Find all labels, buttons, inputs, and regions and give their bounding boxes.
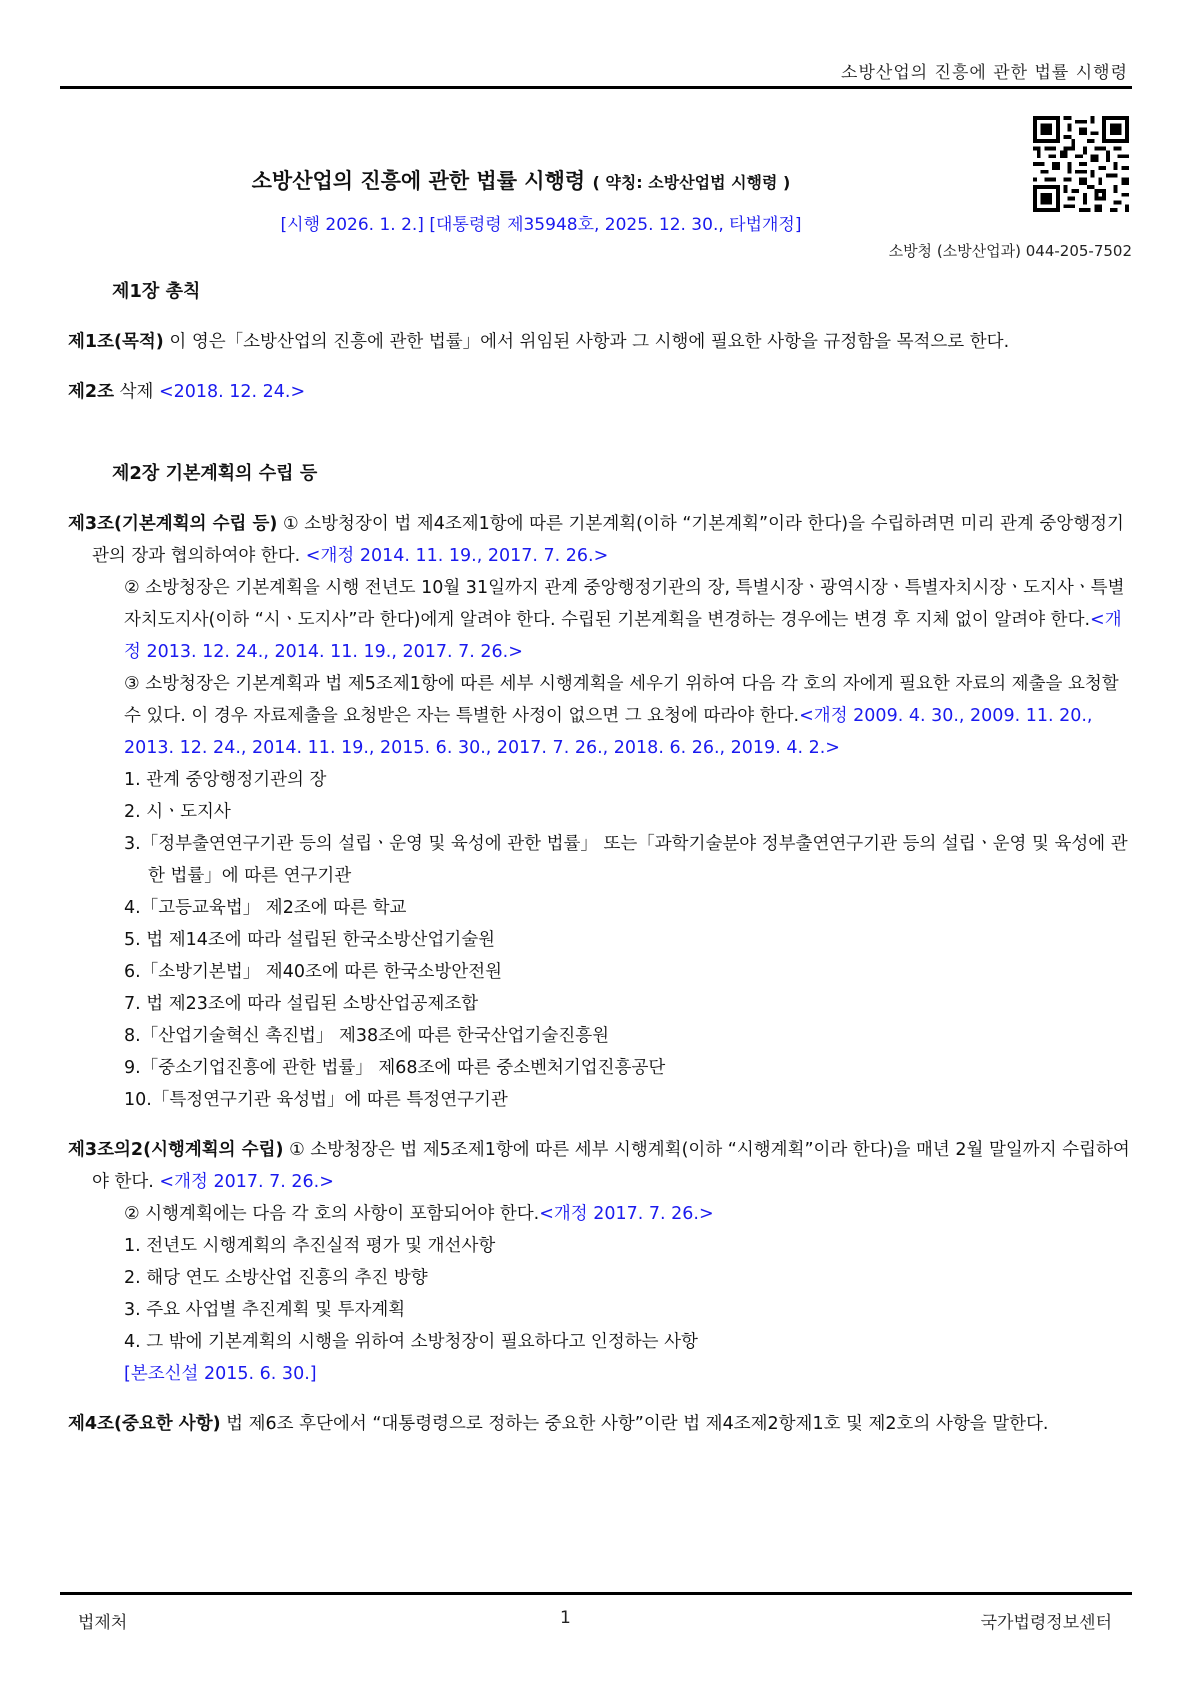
paragraph-2: ② 시행계획에는 다음 각 호의 사항이 포함되어야 한다. xyxy=(124,1204,540,1224)
article-3-2 xyxy=(68,1134,1138,1390)
amendment-note-link[interactable]: <개정 2013. 12. 24., 2014. 11. 19., 2017. 7. 26.> xyxy=(124,610,1122,662)
list-item: 1. 전년도 시행계획의 추진실적 평가 및 개선사항 xyxy=(124,1236,496,1256)
document-body xyxy=(68,276,1138,1458)
amendment-note-link[interactable]: <개정 2009. 4. 30., 2009. 11. 20., 2013. 12. 24., 2014. 11. 19., 2015. 6. 30., 2017. 7. 26., 2018. 6. 26., 2019. 4. 2.> xyxy=(124,706,1093,758)
paragraph-1: ① 소방청장이 법 제4조제1항에 따른 기본계획(이하 “기본계획”이라 한다)을 수립하려면 미리 관계 중앙행정기관의 장과 협의하여야 한다. xyxy=(92,514,1124,566)
list-item: 5. 법 제14조에 따라 설립된 한국소방산업기술원 xyxy=(124,930,496,950)
list-item: 4. 그 밖에 기본계획의 시행을 위하여 소방청장이 필요하다고 인정하는 사항 xyxy=(124,1332,698,1352)
document-title-abbr: ( 약칭: 소방산업법 시행령 ) xyxy=(592,173,791,192)
footer-rule xyxy=(60,1592,1132,1595)
amendment-note-link[interactable]: <개정 2017. 7. 26.> xyxy=(539,1204,714,1224)
running-head: 소방산업의 진흥에 관한 법률 시행령 xyxy=(841,63,1128,83)
chapter-heading-1: 제1장 총칙 xyxy=(112,281,201,302)
title-block xyxy=(60,165,1132,195)
article-text: 법 제6조 후단에서 “대통령령으로 정하는 중요한 사항”이란 법 제4조제2항제1호 및 제2호의 사항을 말한다. xyxy=(220,1414,1049,1434)
amendment-note-link[interactable]: <2018. 12. 24.> xyxy=(158,382,306,402)
footer-source: 국가법령정보센터 xyxy=(980,1613,1112,1633)
article-2 xyxy=(68,376,1138,408)
department-contact: 소방청 (소방산업과) 044-205-7502 xyxy=(888,242,1132,260)
document-title-main: 소방산업의 진흥에 관한 법률 시행령 xyxy=(251,169,586,193)
article-4 xyxy=(68,1408,1138,1440)
article-1 xyxy=(68,326,1138,358)
list-item: 2. 시ㆍ도지사 xyxy=(124,802,231,822)
article-heading: 제3조(기본계획의 수립 등) xyxy=(68,514,278,534)
list-item: 4.「고등교육법」 제2조에 따른 학교 xyxy=(124,898,407,918)
footer-publisher: 법제처 xyxy=(78,1613,128,1633)
article-text: 이 영은「소방산업의 진흥에 관한 법률」에서 위임된 사항과 그 시행에 필요한 사항을 규정함을 목적으로 한다. xyxy=(163,332,1010,352)
article-3 xyxy=(68,508,1138,1116)
list-item: 2. 해당 연도 소방산업 진흥의 추진 방향 xyxy=(124,1268,428,1288)
paragraph-3: ③ 소방청장은 기본계획과 법 제5조제1항에 따른 세부 시행계획을 세우기 위하여 다음 각 호의 자에게 필요한 자료의 제출을 요청할 수 있다. 이 경우 자료제출을 요청받은 자는 특별한 사정이 없으면 그 요청에 따라야 한다. xyxy=(124,674,1119,726)
amendment-note-link[interactable]: <개정 2014. 11. 19., 2017. 7. 26.> xyxy=(305,546,609,566)
list-item: 8.「산업기술혁신 촉진법」 제38조에 따른 한국산업기술진흥원 xyxy=(124,1026,610,1046)
new-article-note-link[interactable]: [본조신설 2015. 6. 30.] xyxy=(124,1364,317,1384)
paragraph-2: ② 소방청장은 기본계획을 시행 전년도 10월 31일까지 관계 중앙행정기관의 장, 특별시장ㆍ광역시장ㆍ특별자치시장ㆍ도지사ㆍ특별자치도지사(이하 “시ㆍ도지사”라 한다)에게 알려야 한다. 수립된 기본계획을 변경하는 경우에는 변경 후 지체 없이 알려야 한다. xyxy=(124,578,1125,630)
list-item: 3. 주요 사업별 추진계획 및 투자계획 xyxy=(124,1300,406,1320)
list-item: 1. 관계 중앙행정기관의 장 xyxy=(124,770,327,790)
amendment-note-link[interactable]: <개정 2017. 7. 26.> xyxy=(159,1172,334,1192)
paragraph-1: ① 소방청장은 법 제5조제1항에 따른 세부 시행계획(이하 “시행계획”이라 한다)을 매년 2월 말일까지 수립하여야 한다. xyxy=(92,1140,1130,1192)
list-item: 7. 법 제23조에 따라 설립된 소방산업공제조합 xyxy=(124,994,479,1014)
list-item: 9.「중소기업진흥에 관한 법률」 제68조에 따른 중소벤처기업진흥공단 xyxy=(124,1058,666,1078)
article-text: 삭제 xyxy=(114,382,159,402)
chapter-heading-2: 제2장 기본계획의 수립 등 xyxy=(112,463,318,484)
article-heading: 제4조(중요한 사항) xyxy=(68,1414,221,1434)
article-heading: 제2조 xyxy=(68,382,114,402)
article-heading: 제3조의2(시행계획의 수립) xyxy=(68,1140,284,1160)
effective-date-link[interactable]: [시행 2026. 1. 2.] [대통령령 제35948호, 2025. 12. 30., 타법개정] xyxy=(280,215,802,235)
page-number: 1 xyxy=(560,1608,571,1628)
list-item: 3.「정부출연연구기관 등의 설립ㆍ운영 및 육성에 관한 법률」 또는「과학기술분야 정부출연연구기관 등의 설립ㆍ운영 및 육성에 관한 법률」에 따른 연구기관 xyxy=(124,834,1128,886)
header-rule xyxy=(60,86,1132,89)
list-item: 6.「소방기본법」 제40조에 따른 한국소방안전원 xyxy=(124,962,503,982)
qr-code-icon[interactable] xyxy=(1033,116,1129,212)
article-heading: 제1조(목적) xyxy=(68,332,164,352)
list-item: 10.「특정연구기관 육성법」에 따른 특정연구기관 xyxy=(124,1090,508,1110)
document-title xyxy=(252,169,791,193)
